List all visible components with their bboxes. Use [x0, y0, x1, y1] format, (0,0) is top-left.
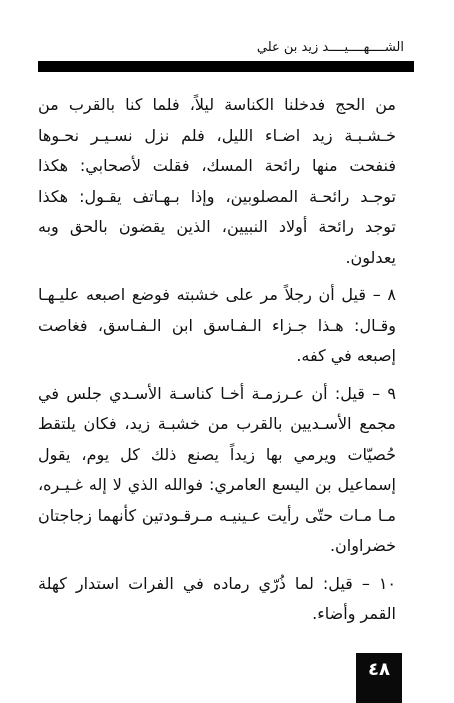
- paragraph-8: ٨ – قيل أن رجلاً مر على خشبته فوضع اصبعه عليـهـا وقـال: هـذا جـزاء الـفـاسق ابن الـفـاسق، فغاصت إصبعه في كفه.: [38, 285, 396, 365]
- running-header: الشــــهــــيــــد زيد بن علي: [256, 40, 404, 55]
- page-body: [38, 90, 396, 637]
- paragraph-continuation: من الحج فدخلنا الكناسة ليلاً، فلما كنا بالقرب من خـشـبـة زيد اضـاء الليل، فلم نزل نسـيـر نحـوها فنفحت منها رائحة المسك، فقلت لأصحابي: هكذا توجـد رائحـة المصلوبين، وإذا بـهـاتف يقـول: هكذا توجد رائحة أولاد النبيين، الذين يقضون بالحق وبه يعدلون.: [38, 95, 396, 267]
- header-rule: [38, 61, 414, 72]
- paragraph-9: ٩ – قيل: أن عـرزمـة أخـا كناسـة الأسـدي جلس في مجمع الأسـديين بالقرب من خشبـة زيد، فكان يلتقط حُصيّات ويرمي بها زيداً يصنع ذلك كل يوم، يقول إسماعيل بن اليسع العامري: فوالله الذي لا إله غـيـره، مـا مـات حتّى رأيت عـينيـه مـرقـودتين كأنهما زجاجتان خضراوان.: [38, 383, 396, 555]
- paragraph-10: ١٠ – قيل: لما ذُرّي رماده في الفرات استدار كهلة القمر وأضاء.: [38, 573, 396, 623]
- page-number: ٤٨: [356, 653, 402, 703]
